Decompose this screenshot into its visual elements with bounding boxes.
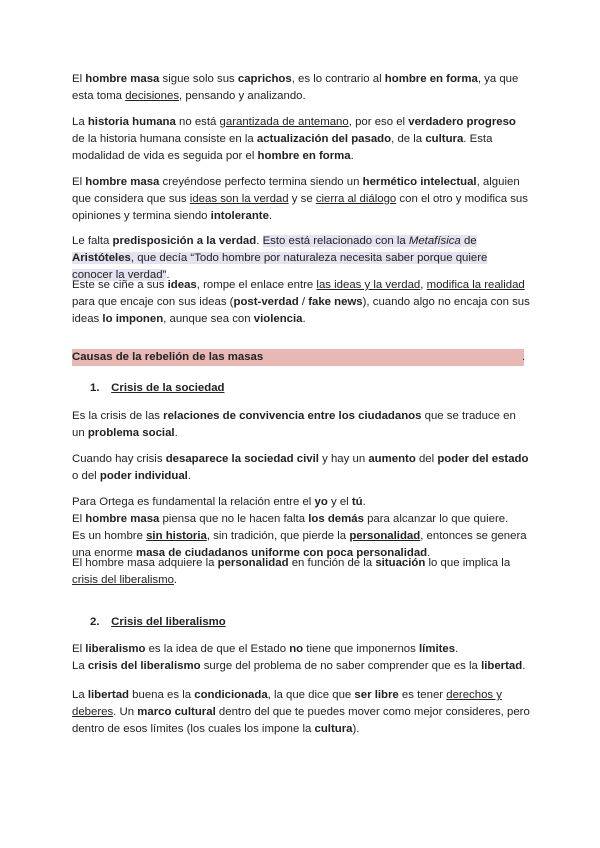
text-run: La [72, 689, 88, 701]
subsection-heading [90, 380, 225, 397]
text-run: masa de ciudadanos uniforme con poca personalidad [135, 547, 428, 559]
paragraph [72, 494, 530, 511]
paragraph [72, 174, 530, 225]
text-run: derechos y deberes [72, 689, 502, 718]
text-run: crisis del liberalismo [72, 574, 174, 586]
text-run: condicionada [194, 689, 268, 701]
text-run: sin historia [146, 530, 207, 542]
text-run: Cuando hay crisis [72, 453, 166, 465]
subsection-heading [90, 614, 226, 631]
text-run: hombre masa [85, 513, 160, 525]
text-run: que se traduce en un [72, 410, 516, 439]
text-run: o del [72, 470, 100, 482]
text-run: poder individual [99, 470, 188, 482]
text-run: , entonces se genera una enorme [72, 530, 527, 559]
text-run: . [166, 269, 170, 281]
text-run: . [256, 235, 263, 247]
text-run: El [72, 176, 86, 188]
text-run: no está [175, 116, 220, 128]
text-run: Para Ortega es fundamental la relación entre el [72, 496, 315, 508]
text-run: libertad [481, 660, 523, 672]
text-run: hombre en forma [257, 150, 351, 162]
text-run: decisiones [125, 90, 180, 102]
text-run: Metafísica [408, 235, 461, 247]
text-run: es tener [398, 689, 447, 701]
text-run: , pensando y analizando. [179, 90, 306, 102]
text-run: de [460, 235, 477, 247]
text-run: fake news [308, 296, 363, 308]
text-run: hombre masa [85, 73, 160, 85]
text-run: cierra al diálogo [315, 193, 397, 205]
text-run: intolerante [210, 210, 269, 222]
text-run: , sin tradición, que pierde la [206, 530, 350, 542]
text-run: tú [351, 496, 363, 508]
text-run: . Un [113, 706, 138, 718]
text-run: dentro del que te puedes mover como mejor consideres, pero dentro de esos límites (los cuales los impone la [72, 706, 530, 735]
subsection-title: Crisis de la sociedad [111, 382, 225, 394]
text-run: . [173, 574, 178, 586]
text-run: , aunque sea con [163, 313, 254, 325]
text-run: marco cultural [137, 706, 216, 718]
text-run: Aristóteles [72, 252, 131, 264]
text-run: . [362, 496, 366, 508]
text-run: predisposición a la verdad [112, 235, 257, 247]
subsection-number: 1. [90, 382, 100, 394]
paragraph [72, 687, 530, 738]
text-run: relaciones de convivencia entre los ciudadanos [163, 410, 422, 422]
text-run: ideas son la verdad [189, 193, 289, 205]
text-run: poder del estado [437, 453, 529, 465]
subsection-number: 2. [90, 616, 100, 628]
text-run: El [72, 513, 86, 525]
text-run: historia humana [87, 116, 176, 128]
text-run: . [174, 427, 178, 439]
text-run: ser libre [354, 689, 399, 701]
text-run: La [72, 660, 88, 672]
text-run: es la idea de que el Estado [145, 643, 290, 655]
paragraph [72, 511, 530, 528]
text-run: . [302, 313, 306, 325]
text-run: del [415, 453, 438, 465]
text-run: creyéndose perfecto termina siendo un [159, 176, 363, 188]
text-run: liberalismo [85, 643, 146, 655]
paragraph [72, 641, 530, 658]
text-run: yo [314, 496, 328, 508]
text-run: , que decía “Todo hombre por naturaleza necesita saber porque quiere conocer la verdad” [72, 252, 488, 281]
text-run: cultura [425, 133, 464, 145]
paragraph [72, 658, 530, 675]
text-run: / [298, 296, 309, 308]
text-run: las ideas y la verdad [316, 279, 421, 291]
text-run: actualización del pasado [256, 133, 392, 145]
text-run: y hay un [318, 453, 369, 465]
text-run: , alguien que considera que sus [72, 176, 520, 205]
paragraph [72, 451, 530, 485]
text-run: para alcanzar lo que quiere. [363, 513, 509, 525]
text-run: crisis del liberalismo [87, 660, 201, 672]
text-run: . [427, 547, 431, 559]
text-run: y el [327, 496, 352, 508]
text-run: , es lo contrario al [291, 73, 385, 85]
text-run: violencia [253, 313, 303, 325]
text-run: ideas [167, 279, 197, 291]
text-run: los demás [308, 513, 364, 525]
text-run: Le falta [72, 235, 113, 247]
text-run: personalidad [349, 530, 421, 542]
text-run: libertad [87, 689, 129, 701]
paragraph [72, 555, 530, 589]
text-run: sigue solo sus [159, 73, 238, 85]
text-run: hermético intelectual [362, 176, 477, 188]
text-run: . [455, 643, 459, 655]
text-run: , rompe el enlace entre [196, 279, 317, 291]
text-run: El [72, 73, 86, 85]
text-run: aumento [368, 453, 416, 465]
paragraph [72, 114, 530, 165]
text-run: personalidad [217, 557, 289, 569]
text-run: El hombre masa adquiere la [72, 557, 218, 569]
text-run: lo que implica la [425, 557, 511, 569]
text-run: El [72, 643, 86, 655]
text-run: , por eso el [348, 116, 409, 128]
paragraph [72, 71, 530, 105]
text-run: , la que dice que [267, 689, 355, 701]
paragraph [72, 277, 530, 328]
text-run: y se [288, 193, 316, 205]
text-run: hombre masa [85, 176, 160, 188]
text-run: . [522, 660, 526, 672]
text-run: caprichos [237, 73, 292, 85]
text-run: Este se ciñe a sus [72, 279, 168, 291]
text-run: , [420, 279, 427, 291]
text-run: con el otro y modifica sus opiniones y termina siendo [72, 193, 528, 222]
text-run: . Esta modalidad de vida es seguida por el [72, 133, 493, 162]
text-run: desaparece la sociedad civil [165, 453, 319, 465]
text-run: piensa que no le hacen falta [159, 513, 309, 525]
text-run: situación [375, 557, 426, 569]
text-run: . [268, 210, 273, 222]
text-run: , de la [391, 133, 426, 145]
text-run: cultura [314, 723, 353, 735]
section-heading: Causas de la rebelión de las masas [72, 349, 524, 366]
text-run: para que encaje con sus ideas ( [72, 296, 234, 308]
text-run: Es la crisis de las [72, 410, 164, 422]
text-run: hombre en forma [384, 73, 478, 85]
text-run: en función de la [288, 557, 376, 569]
subsection-title: Crisis del liberalismo [111, 616, 226, 628]
paragraph [72, 408, 530, 442]
text-run: garantizada de antemano [219, 116, 349, 128]
text-run: ), cuando algo no encaja con sus ideas [72, 296, 530, 325]
text-run: post-verdad [233, 296, 299, 308]
text-run: límites [419, 643, 456, 655]
text-run: lo imponen [102, 313, 164, 325]
text-run: buena es la [129, 689, 195, 701]
text-run: surge del problema de no saber comprender que es la [200, 660, 482, 672]
text-run: , ya que esta toma [72, 73, 519, 102]
text-run: ). [352, 723, 360, 735]
text-run: modifica la realidad [426, 279, 525, 291]
text-run: tiene que imponernos [303, 643, 420, 655]
text-run: Esto está relacionado con la [262, 235, 409, 247]
text-run: verdadero progreso [408, 116, 516, 128]
text-run: La [72, 116, 88, 128]
heading-dot: . [522, 351, 526, 363]
text-run: Es un hombre [72, 530, 147, 542]
text-run: no [289, 643, 304, 655]
text-run: problema social [87, 427, 175, 439]
text-run: de la historia humana consiste en la [72, 133, 257, 145]
text-run: . [350, 150, 354, 162]
text-run: . [187, 470, 192, 482]
